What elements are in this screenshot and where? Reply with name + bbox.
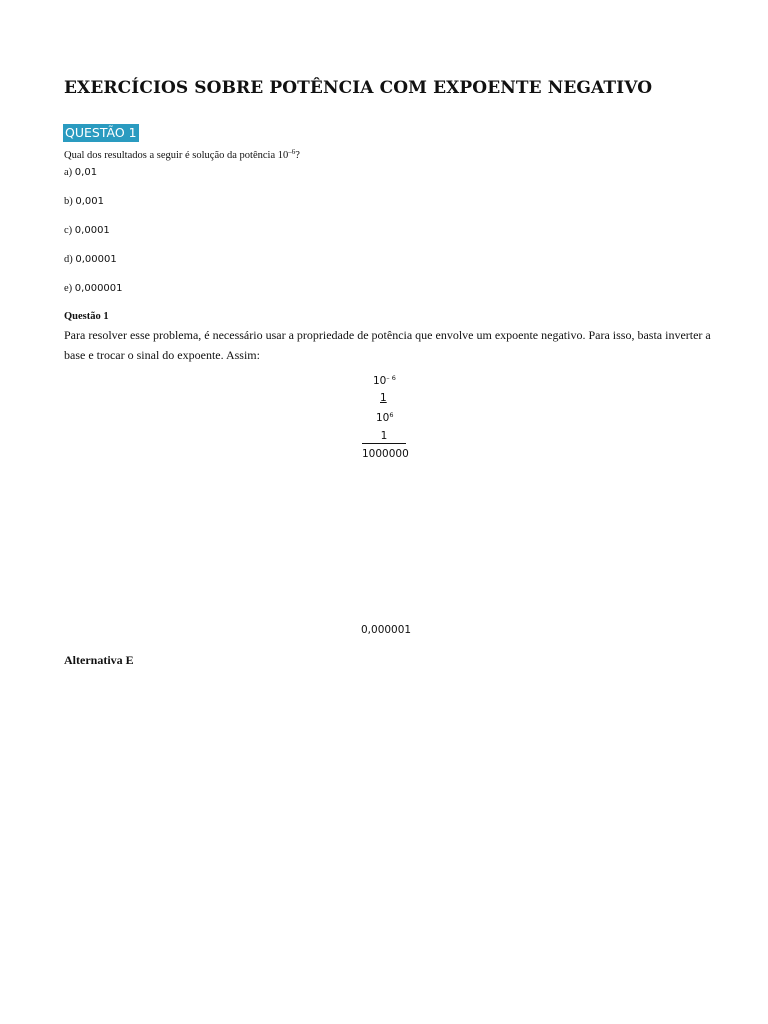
option-value: 0,01: [74, 167, 98, 178]
question-text-end: ?: [295, 150, 300, 161]
option-c: [64, 225, 110, 236]
page-title: EXERCÍCIOS SOBRE POTÊNCIA COM EXPOENTE NEGATIVO: [64, 78, 653, 98]
option-value: 0,00001: [75, 254, 117, 265]
solution-heading: Questão 1: [64, 311, 109, 322]
option-letter: b): [64, 196, 73, 207]
question-text-main: Qual dos resultados a seguir é solução da potência 10: [64, 150, 289, 161]
question-text: [64, 148, 300, 161]
option-d: [64, 254, 117, 265]
math-line-5: 1000000: [362, 448, 409, 460]
option-letter: e): [64, 283, 73, 294]
option-letter: d): [64, 254, 73, 265]
math-line-2: 1: [380, 392, 387, 404]
solution-result: 0,000001: [361, 624, 412, 636]
math-base: 10: [373, 375, 387, 387]
option-a: [64, 167, 97, 178]
math-base: 10: [376, 412, 390, 424]
option-value: 0,0001: [74, 225, 110, 236]
option-letter: a): [64, 167, 73, 178]
option-e: [64, 283, 123, 294]
math-line-1: [373, 374, 396, 387]
math-line-3: [376, 411, 394, 424]
question-badge: QUESTÃO 1: [65, 125, 137, 140]
answer-label: Alternativa E: [64, 653, 134, 667]
question-exponent: –6: [288, 148, 296, 156]
math-exponent: 6: [389, 411, 394, 419]
math-line-4: 1: [362, 430, 406, 444]
option-value: 0,000001: [74, 283, 123, 294]
solution-text: Para resolver esse problema, é necessário usar a propriedade de potência que envolve um expoente negativo. Para isso, basta inverter a base e trocar o sinal do expoente. Assim:: [64, 328, 711, 362]
option-value: 0,001: [75, 196, 105, 207]
option-b: [64, 196, 104, 207]
math-exponent: – 6: [386, 374, 396, 382]
option-letter: c): [64, 225, 73, 236]
